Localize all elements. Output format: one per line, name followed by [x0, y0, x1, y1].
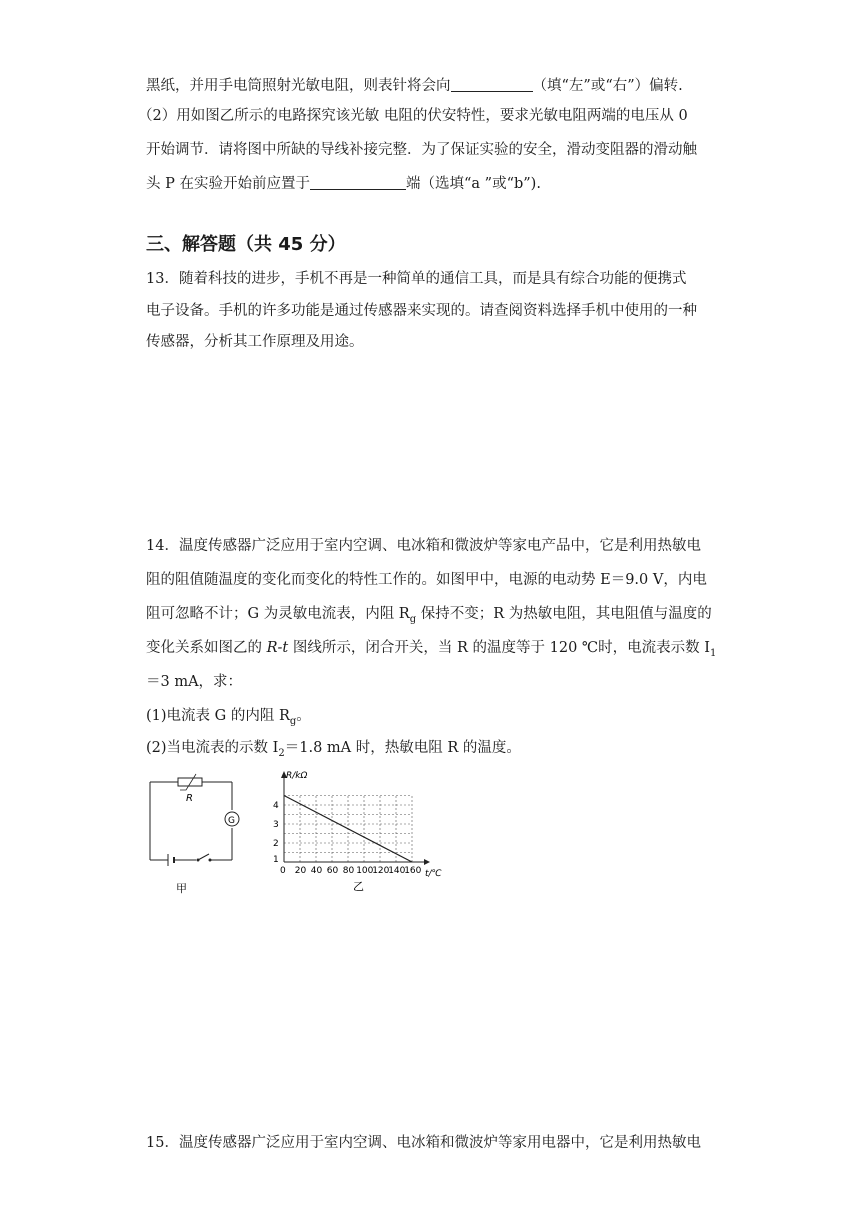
x-tick-label: 0: [280, 866, 286, 876]
text-segment: (2)当电流表的示数 I: [146, 740, 279, 756]
y-tick-label: 2: [273, 839, 279, 849]
y-axis-label: R/kΩ: [286, 771, 308, 781]
answer-blank-direction[interactable]: [451, 76, 533, 92]
x-axis-arrow: [424, 859, 430, 865]
x-tick-label: 40: [310, 866, 323, 876]
resistor-label: R: [186, 793, 193, 804]
figure-jia-circuit: [140, 770, 250, 898]
x-tick-label: 60: [326, 866, 339, 876]
problem-14-line-1: 14．温度传感器广泛应用于室内空调、电冰箱和微波炉等家电产品中，它是利用热敏电: [146, 538, 701, 554]
subscript: 2: [278, 747, 285, 759]
x-tick-label: 100: [356, 866, 374, 876]
text-segment: (1)电流表 G 的内阻 R: [146, 708, 290, 724]
subscript: g: [409, 613, 417, 625]
text-segment: 变化关系如图乙的: [146, 640, 267, 656]
figure-caption-yi: 乙: [353, 880, 364, 893]
subscript: g: [289, 715, 297, 727]
section-3-title: 三、解答题（共 45 分）: [146, 234, 346, 255]
text-segment: 头 P 在实验开始前应置于: [146, 176, 310, 192]
x-tick-label: 120: [372, 866, 390, 876]
thermistor-symbol: [178, 778, 202, 786]
problem-13-line-3: 传感器，分析其工作原理及用途。: [146, 334, 364, 350]
y-tick-label: 4: [273, 801, 279, 811]
figure-caption-jia: 甲: [176, 882, 187, 895]
text-segment: 阻可忽略不计；G 为灵敏电流表，内阻 R: [146, 606, 410, 622]
circuit-diagram: [140, 770, 250, 898]
x-tick-label: 80: [342, 866, 355, 876]
text-segment: （填“左”或“右”）偏转.: [532, 78, 683, 94]
text-segment: 保持不变；R 为热敏电阻，其电阻值与温度的: [416, 606, 712, 622]
x-tick-label: 160: [404, 866, 422, 876]
problem-15-line-1: 15．温度传感器广泛应用于室内空调、电冰箱和微波炉等家用电器中，它是利用热敏电: [146, 1135, 701, 1151]
problem-13-line-2: 电子设备。手机的许多功能是通过传感器来实现的。请查阅资料选择手机中使用的一种: [146, 303, 697, 319]
text-segment: ＝1.8 mA 时，热敏电阻 R 的温度。: [284, 740, 521, 756]
y-tick-label: 1: [273, 855, 279, 865]
switch-symbol: [198, 854, 209, 860]
chart-ticks: [273, 801, 422, 876]
problem-14-question-1: [146, 706, 746, 732]
subscript: 1: [709, 647, 717, 659]
x-tick-label: 140: [388, 866, 406, 876]
problem-12-line-2: （2）用如图乙所示的电路探究该光敏 电阻的伏安特性，要求光敏电阻两端的电压从 0: [138, 108, 688, 124]
figure-yi-chart: [266, 766, 456, 896]
problem-14-line-4: [146, 638, 746, 664]
problem-12-line-3: 开始调节．请将图中所缺的导线补接完整．为了保证实验的安全，滑动变阻器的滑动触: [146, 142, 697, 158]
problem-14-line-3: [146, 604, 746, 630]
x-axis-label: t/℃: [425, 869, 442, 879]
answer-blank-end[interactable]: [310, 174, 406, 190]
text-segment: 端（选填“a ”或“b”).: [405, 176, 541, 192]
text-segment: 图线所示，闭合开关，当 R 的温度等于 120 ℃时，电流表示数 I: [288, 640, 710, 656]
problem-14-question-2: [146, 738, 746, 764]
galvanometer-label: G: [228, 816, 235, 826]
text-segment: 。: [296, 708, 311, 724]
text-segment: 黑纸，并用手电筒照射光敏电阻，则表针将会向: [146, 78, 451, 94]
x-tick-label: 20: [294, 866, 307, 876]
y-tick-label: 3: [273, 820, 279, 830]
problem-13-line-1: 13．随着科技的进步，手机不再是一种简单的通信工具，而是具有综合功能的便携式: [146, 271, 687, 287]
problem-12-line-1: [146, 76, 746, 96]
rt-chart: [266, 766, 456, 896]
italic-text: R-t: [266, 640, 289, 656]
problem-12-line-4: [146, 174, 746, 194]
problem-14-line-2: 阻的阻值随温度的变化而变化的特性工作的。如图甲中，电源的电动势 E＝9.0 V，内电: [146, 572, 707, 588]
problem-14-line-5: ＝3 mA，求：: [146, 674, 243, 690]
